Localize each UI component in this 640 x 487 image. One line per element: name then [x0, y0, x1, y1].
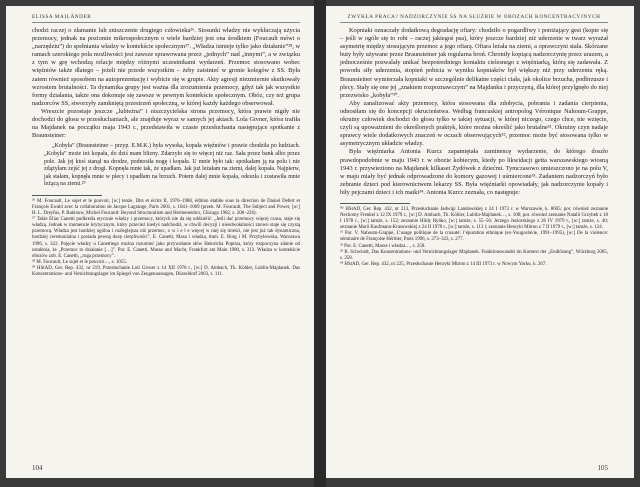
block-quote	[32, 143, 300, 189]
paragraph: Wreszcie pozostaje jeszcze „lubieżna” i niszczycielska strona przemocy, która prawie nigdy nie dochodzi do głosu w przesłuchaniach, ale znajduje wyraz w samych jej aktach. Lola Givner, która trafiła na Majdanek na początku maja 1943 r., przedstawiła w czasie przesłuchania następujące spotkanie z Braunsteiner:	[32, 107, 300, 140]
paragraph: Aby zanalizować akty przemocy, która stosowana dla zdobycia, pobrania i zadania cierpienia, odnosiłam się do koncepcji okrucieństwa. Według francuskiej antropolog Véronique Nahoum-Grappe, okrutny człowiek dochodzi do głosu tylko w takiej sytuacji, w której niczego, czego chce, nie wzięcie, czyli są upoważnieni do określonych praktyk, które można określić jako brutalne³¹. Okrutny czyn nadaje sprawcy wiele dodatkowych znaczeń w oczach obserwujących³², przemoc może być stosowana tylko w asymetrycznym układzie władzy.	[340, 99, 608, 148]
page-number: 105	[597, 464, 608, 472]
footnote: ³¹ Por. V. Nahoum-Grappe, L’usage politique de la cruauté: l’épuration ethnique (ex-Yougoslavie, 1991–1995), [w:] De la violence: séminaire de Françoise Héritier, Paris 1996, s. 273–323, s. 277.	[340, 231, 608, 243]
running-header: ZWYKŁA PRACA? NADZORCZYNIE SS NA SŁUŻBIE W OBOZACH KONCENTRACYJNYCH	[340, 14, 608, 23]
page-number: 104	[32, 464, 43, 472]
footnotes	[340, 207, 608, 268]
body-text	[340, 27, 608, 197]
footnote: ³³ B. Schwindt, Das Konzentrations- und Vernichtungslager Majdanek. Funktionswandel im Kontext der „Endlösung”, Würzburg 2005, s. 258.	[340, 249, 608, 261]
footnote: ²⁷ Takie Elias Canetti podkreśla etycznie władzy i przemocy, których nie da się oddzielić: „Jeśli dać przemocy więcej czasu, staje się władzą. Jednak w momencie krytycznym, który przecież kiedyś nadchodzi, w chwili decyzji i nieodwołalności znowu staje się czystą przemocą. Władza jest bardziej ogólna i rozleglejsza niż przemoc, o w i e l e więcej w niej się mieści, nie jest już tak dynamiczna, bardziej ceremonialna i posiada pewną dozę cierpliwości”, E. Canetti, Masa i władza, tłum. E. Borg i M. Przybyłowska, Warszawa 1996, s. 322. Pojęcie władzy u Canettiego można rozumieć jako przywołanie słów Heinricha Popitza, który rozpoczyna zdanie od ustalenia, że „Przemoc to działanie […]”. Por. E. Canetti, Masse und Macht, Frankfurt am Main 1980, s. 313. Władza w kontekście obozów zob. E. Canetti, „ruga przemocy”.	[32, 217, 300, 259]
footnote: ²⁹ HStAD, Ger. Rep. 432, nr 219, Przesłuchanie Loli Givner z 14 XII 1978 r., [w:] D. Ambach, Th. Köhler, Lublin-Majdanek. Das Konzentrations- und Vernichtungslager im Spiegel von Zeugenaussagen, Düsseldorf 2003, s. 111.	[32, 265, 300, 277]
book-gutter	[314, 0, 326, 487]
footnote: ³⁴ HStAD, Ger. Rep. 432, nr 225, Przesłuchanie Henryki Mitron z 14 III 1973 r. w Nowym Yorku, k. 267.	[340, 261, 547, 267]
right-page	[326, 6, 634, 478]
quote-text: „Kobyła” (Braunsteiner – przyp. E.M.K.) była wysoka, kopała więźniów i prawie chodziła po ludziach. „Kobyła” może też kopała, do dziś mam blizny. Zdarzyło się to więcej niż raz. Sała przez bank albo przez pole. Jak jej ktoś stanął na drodze, podnosiła nogę i kopała. U mnie było tak: spotkałam ją na polu i nie zdążyłam zejść jej z drogi. Kopnęła mnie tak, że upadłam. Jak już leżałam na ziemi, dalej kopała. Najpierw, jak stałam, kopnęła mnie w plecy i upadłam na brzuch. Potem dalej mnie kopała, odeszła i zostawiła mnie leżącą na ziemi.²⁹	[44, 143, 300, 188]
footnote-rule	[340, 203, 410, 204]
footnote: ³⁰ HStAD, Ger. Rep. 432, nr 213, Przesłuchanie Jadwigi Landowskiej z 24 I 1973 r. w Warszawie, k. 8605; por. również zeznanie Nechomy Frenkel z 12 IX 1979 r., [w:] D. Ambach, Th. Köhler, Lublin-Majdanek…, s. 108; por. również zeznanie Natalii Grzybek z 18 I 1978 r., [w:] tamże, s. 152; zeznanie Hildy Ryńko, [w:] tamże, s. 55–56; Jerzego Jeziorskiego z 26 IV 1979 r., [w:] tamże, s. 40; zeznanie Marii Kaufmann-Krasowskiej z 24 II 1978 r., [w:] tamże, s. 113 i; zeznanie Henryki Mitron z 7 II 1979 r., [w:] tamże, s. 124.	[340, 206, 608, 231]
footnote: ³² Por. E. Canetti, Masse i władza…, s. 258.	[340, 243, 426, 249]
paragraph: Kopniaki oznaczały dodatkową degradację ofiary: chodziło o pogardliwy i poniżający gest (kopie się – jeśli w ogóle się to robi – raczej jakiegoś psa), który jeszcze bardziej niż uderzenie w twarz wyrażał asymetrię między stosującym przemoc a jego ofiarą. Ofiara leżała na ziemi, a oprawczyni stała. Skórzane buty były używane przez Braunsteiner jak regularna broń. Chroniły kopiącą nadzorczynię przez urazem, a jednocześnie pozwalały unikać bezpośredniego kontaktu cielesnego z więźniarką, którą się zadawała. Z powodu siły uderzenia, stopień pobicia w wyniku kopniaków był większy niż przy uderzeniu ręką. Braunsteiner wymierzała kopniaki w szczególnie delikatne części ciała, jak okolice brzucha, podbrzusze i plecy. Stały się one jej „znakiem rozpoznawczym” na Majdanku i przyczyną, dla której przylgnęło do niej przezwisko „kobyła”³⁰.	[340, 27, 608, 99]
footnote: ²⁶ M. Foucault, Le sujet et le pouvoir, [w:] tenże, Dits et écrits II, 1976–1988, édition établie sous la direction de Daniel Defert et François Ewald avec la collaboration de Jacque Lagrange, Paris 2001, s. 1041–1069 (przek. M. Foucault, The Subject and Power, [w:] H. L. Dreyfus, P. Rabinow, Michel Foucault: Beyond Structuralism and Hermeneutics, Chicago 1982, s. 208–226).	[32, 198, 300, 217]
running-header: ELISSA MAILÄNDER	[32, 14, 300, 23]
footnotes	[32, 199, 300, 278]
left-page	[6, 6, 314, 478]
footnote: ²⁸ M. Foucault, Le sujet et le pouvoir…, s. 1055.	[32, 259, 127, 265]
footnote-rule	[32, 195, 102, 196]
paragraph: Była więźniarka Antonia Kurcz zapamiętała zaminencę wydarzenie, do którego doszło prawdopodobnie w maju 1943 r. w obozie kobiecym, kiedy po likwidacji getta warszawskiego wiosną 1943 r. przywieziono na Majdanek kilkaset Żydówek z dziećmi. Tymczasowo umieszczono je na polu V, w maju miały być jednak odprowadzone do komory gazowej i uśmiercone³³. Zadaniem nadzorczyń było zebranie dzieci pod kierownictwem lekarzy SS. Była więźniarki opowiadały, jak nadzorczynie kopały i biły pejczami dzieci i ich matki³⁴. Antonia Kurcz zeznała, co następuje:	[340, 148, 608, 196]
paragraph: chodzi raczej o złamanie lub zniszczenie drugiego człowieka²⁶. Stosunki władzy nie wykluczają użycia przemocy, jednak na poziomie mikrospołecznym o wiele bardziej jest ona środkiem (Foucault mówi o „narzędziu”) do spełniania władzy w kontekście społecznym²⁷. „Władza istnieje tylko jako działanie”²⁸, w ramach szerokiego pola możliwości jest zawsze sprawowana przez „jednych” nad „innymi”, a w związku z tym w grę wchodzą relacje między różnymi uczestnikami wydarzeń. Przemoc stosowano wobec więźniów także dlatego – jeżeli nie przede wszystkim – żeby zaistnieć w gronie kolegów z SS. Była zatem również sposobem na autoprezentację i wybicie się w grupie. Akty agresji niezmiernie skutkowały wzrostem brutalności. Ta dynamika grupy jest ważna dla zrozumienia przemocy, gdyż tak jak wszystkie formy działania, także ona dokonuje się zawsze w pewnym kontekście społecznym. Obóz, czy też grupa nadzorców SS, stworzyły zamkniętą przestrzeń społeczną, w której każdy każdego obserwował.	[32, 27, 300, 107]
body-text	[32, 27, 300, 140]
